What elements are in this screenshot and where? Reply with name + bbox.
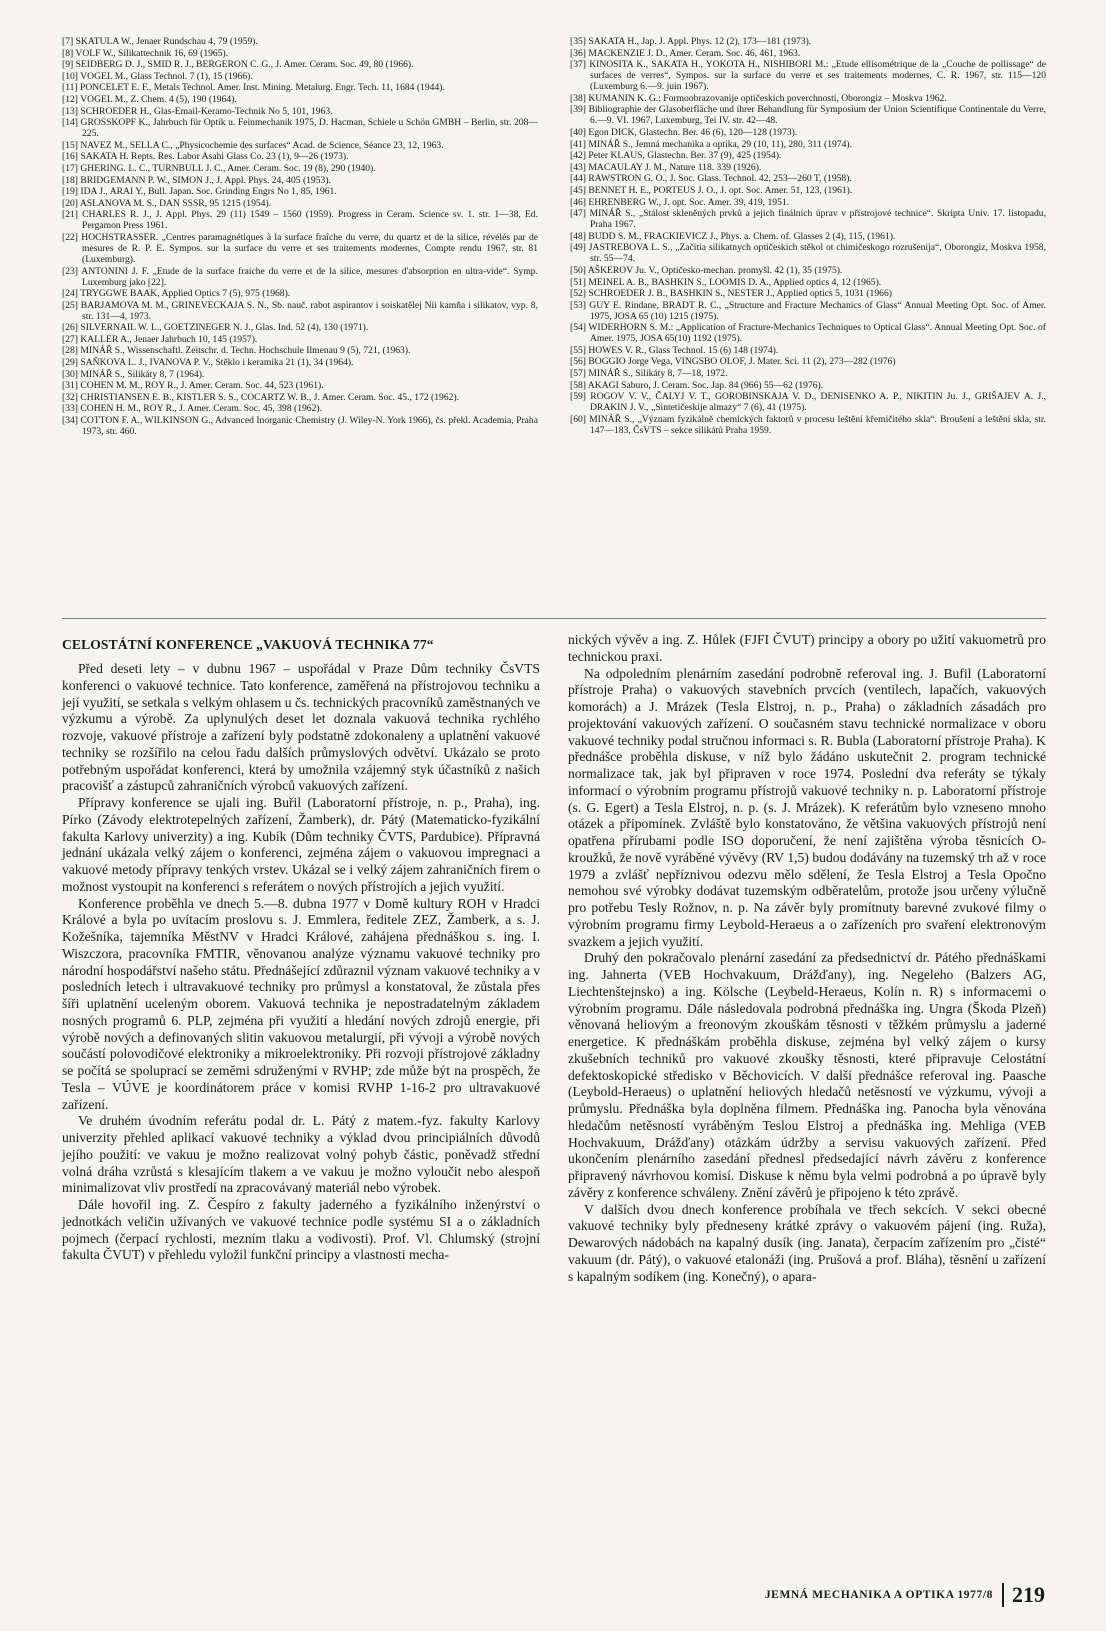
reference-item: [49] JASTREBOVA L. S., „Začitia silikatnych optičeskich stěkol ot chimičeskogo rozrušenija“, Oborongiz, Moskva 1958, str. 55—74. bbox=[570, 242, 1046, 265]
reference-item: [57] MINÁŘ S., Silikáty 8, 7—18, 1972. bbox=[570, 368, 728, 380]
reference-item: [12] VOGEL M., Z. Chem. 4 (5), 190 (1964). bbox=[62, 93, 237, 105]
article-section bbox=[62, 632, 1046, 1285]
reference-item: [10] VOGEL M., Glass Technol. 7 (1), 15 (1966). bbox=[62, 70, 253, 82]
article-paragraph: Dále hovořil ing. Z. Čespíro z fakulty jaderného a fyzikálního inženýrství o jednotkách veličin užívaných ve vakuové technice podle systému SI a o základních pojmech (čerpací rychlosti, mezním tlaku a vodivosti). Prof. Vl. Chlumský (strojní fakulta ČVUT) v přehledu vyložil funkční principy a vlastnosti mecha- bbox=[62, 1197, 540, 1263]
reference-item: [50] AŠKEROV Ju. V., Optičesko-mechan. promyšl. 42 (1), 35 (1975). bbox=[570, 264, 843, 276]
reference-item: [30] MINÁŘ S., Silikáty 8, 7 (1964). bbox=[62, 368, 205, 380]
references-section bbox=[62, 36, 1046, 438]
reference-item: [24] TRYGGWE BAAK, Applied Optics 7 (5), 975 (1968). bbox=[62, 288, 291, 300]
article-left-column bbox=[62, 636, 540, 1285]
reference-item: [47] MINÁŘ S., „Stálost skleněných prvků a jejich finálních úprav v přístrojové technice“. Skripta Univ. 17. listopadu, Praha 1967. bbox=[570, 208, 1046, 231]
reference-item: [23] ANTONINI J. F. „Etude de la surface fraiche du verre et de la silice, mesures d'absorption en ultra-vide“. Symp. Luxemburg jako [22]. bbox=[62, 265, 538, 288]
article-paragraph: Druhý den pokračovalo plenární zasedání za předsednictví dr. Pátého přednáškami ing. Jahnerta (VEB Hochvakuum, Drážďany), ing. Negeleho (Balzers AG, Liechtenštejnsko) a ing. Kölsche (Leybeld-Heraeus, Kolín n. R) s informacemi o výrobním programu. Dále následovala podrobná přednáška ing. Ungra (Škoda Plzeň) věnovaná heliovým a freonovým zkouškám těsnosti v těžkém průmyslu a jaderné energetice. K přednáškám proběhla diskuse, zejména byl velký zájem o kursy zkušebních techniků pro vakuové zkoušky těsnosti, které připravuje Celostátní defektoskopické středisko v Běchovicích. V další přednášce referoval ing. Paasche (Leybold-Heraeus) o uplatnění heliových hledačů netěsností ve výzkumu, vývoji a průmyslu. Přednáška byla doplněna filmem. Přednáška ing. Panocha byla věnována hledačům netěsností vyráběným Teslou Elstroj a přednáška ing. Mehliga (VEB Hochvakuum, Drážďany) otázkám údržby a servisu vakuových zařízení. Před ukončením plenárního zasedání přednesl předsedající návrh závěru z konference připravený návrhovou komisí. Diskuse k němu byla velmi podrobná a po úpravě byly závěry z konference schváleny. Znění závěrů je připojeno k této zprávě. bbox=[568, 950, 1046, 1200]
reference-item: [35] SAKATA H., Jap. J. Appl. Phys. 12 (2), 173—181 (1973). bbox=[570, 36, 812, 47]
reference-item: [32] CHRISTIANSEN E. B., KISTLER S. S., COCARTZ W. B., J. Amer. Ceram. Soc. 45., 172 (1962). bbox=[62, 391, 460, 403]
reference-item: [53] GUY E. Rindane, BRADT R. C., „Structure and Fracture Mechanics of Glass“ Annual Meeting Opt. Soc. of Amer. 1975, JOSA 65 (10) 1215 (1975). bbox=[570, 299, 1046, 322]
reference-item: [38] KUMANIN K. G.: Formoobrazovanije optičeskich poverchností, Oborongiz – Moskva 1962. bbox=[570, 92, 947, 104]
reference-item: [26] SILVERNAIL W. L., GOETZINEGER N. J., Glas. Ind. 52 (4), 130 (1971). bbox=[62, 322, 369, 334]
reference-item: [43] MACAULAY J. M., Nature 118. 339 (1926). bbox=[570, 161, 762, 173]
page-footer bbox=[745, 1583, 1045, 1607]
reference-item: [45] BENNET H. E., PORTEUS J. O., J. opt. Soc. Amer. 51, 123, (1961). bbox=[570, 184, 853, 196]
reference-item: [56] BOGGIO Jorge Vega, VINGSBO OLOF, J. Mater. Sci. 11 (2), 273—282 (1976) bbox=[570, 356, 896, 368]
reference-item: [16] SAKATA H. Repts. Res. Labor Asahi Glass Co. 23 (1), 9—26 (1973). bbox=[62, 151, 349, 163]
reference-item: [18] BRIDGEMANN P. W., SIMON J., J. Appl. Phys. 24, 405 (1953). bbox=[62, 174, 331, 186]
article-paragraph: V dalších dvou dnech konference probíhala ve třech sekcích. V sekci obecné vakuové techniky byly předneseny krátké zprávy o vakuovém pájení (ing. Ruža), Dewarových nádobách na kapalný dusík (ing. Janata), čerpacím zařízením pro „čisté“ vakuum (dr. Pátý), o vakuové etalonáži (ing. Prušová a prof. Bláha), těsnění u zařízení s kapalným sodíkem (ing. Konečný), o apara- bbox=[568, 1201, 1046, 1284]
reference-item: [19] IDA J., ARAI Y., Bull. Japan. Soc. Grinding Engrs No 1, 85, 1961. bbox=[62, 186, 337, 198]
reference-item: [51] MEINEL A. B., BASHKIN S., LOOMIS D. A., Applied optics 4, 12 (1965). bbox=[570, 276, 882, 288]
article-paragraph: Přípravy konference se ujali ing. Buřil (Laboratorní přístroje, n. p., Praha), ing. Pírko (Závody elektrotepelných zařízení, Žamberk), dr. Pátý (Matematicko-fyzikální fakulta Karlovy univerzity) a ing. Kubík (Dům techniky ČVTS, Pardubice). Přípravná jednání ukázala velký zájem o konferenci, zejména zájem o vakuovou impregnaci a vakuové metody přípravy tenkých vrstev. Ukázal se i velký zájem zahraničních firem o možnost vystoupit na konferenci s referátem o nových přístrojích a jejich využití. bbox=[62, 795, 540, 894]
reference-item: [14] GROSSKOPF K., Jahrbuch für Optik u. Feinmechanik 1975, D. Hacman, Schiele u Schön GMBH – Berlin, str. 208—225. bbox=[62, 117, 538, 140]
reference-item: [59] ROGOV V. V., ČALYJ V. T., GOROBINSKAJA V. D., DENISENKO A. P., NIKITIN Ju. J., GRIŠAJEV A. J., DRAKIN J. V., „Sintetičeskije almazy“ 7 (6), 41 (1975). bbox=[570, 391, 1046, 414]
reference-item: [27] KALLER A., Jenaer Jahrbuch 10, 145 (1957). bbox=[62, 333, 258, 345]
reference-item: [28] MINÁŘ S., Wissenschaftl. Zeitschr. d. Techn. Hochschule Ilmenau 9 (5), 721, (1963). bbox=[62, 345, 411, 357]
reference-item: [22] HOCHSTRASSER. „Centres paramagnétiques à la surface fraîche du verre, du quartz et de la silice, révélés par de mesures de R. P. E. Sympos. sur la surface du verre et ses traitements modernes, Compte rendu 1967, str. 81 (Luxemburg). bbox=[62, 231, 538, 265]
reference-item: [44] RAWSTRON G. O., J. Soc. Glass. Technol. 42, 253—260 T, (1958). bbox=[570, 173, 852, 185]
reference-item: [52] SCHROEDER J. B., BASHKIN S., NESTER J., Applied optics 5, 1031 (1966) bbox=[570, 288, 892, 300]
reference-item: [9] SEIDBERG D. J., SMID R. J., BERGERON C. G., J. Amer. Ceram. Soc. 49, 80 (1966). bbox=[62, 59, 414, 71]
article-paragraph: Ve druhém úvodním referátu podal dr. L. Pátý z matem.-fyz. fakulty Karlovy univerzity přehled aplikací vakuové techniky a výklad dvou principiálních důvodů jejího použití: ve vakuu je možno realizovat volný pohyb částic, poněvadž střední volná dráha vzrůstá s klesajícím tlakem a ve vakuu je možno vyloučit nebo alespoň minimalizovat vliv prostředí na zpracovávaný materiál nebo výrobek. bbox=[62, 1113, 540, 1196]
reference-item: [21] CHARLES R. J., J. Appl. Phys. 29 (11) 1549 – 1560 (1959). Progress in Ceram. Science sv. 1. str. 1—38, Ed. Pergamon Press 1961. bbox=[62, 209, 538, 232]
reference-item: [34] COTTON F. A., WILKINSON G., Advanced Inorganic Chemistry (J. Wiley-N. York 1966), čs. překl. Academia, Praha 1973, str. 460. bbox=[62, 415, 538, 438]
article-paragraph: Na odpoledním plenárním zasedání podrobně referoval ing. J. Bufil (Laboratorní přístroje Praha) o vakuových stavebních prvcích (ventilech, lapačích, vakuových komorách) a J. Mrázek (Tesla Elstroj, n. p., Praha) o základních zásadách pro projektování vakuových zařízení. O současném stavu technické normalizace v oboru vakuové techniky podal stručnou informaci s. R. Bubla (Laboratorní přístroje Praha). K přednášce proběhla diskuse, v níž bylo žádáno uskutečnit 2. program technické normalizace tak, jak byl připraven v roce 1974. Poslední dva referáty se týkaly informací o výrobním programu přístrojů vakuové techniky n. p. Laboratorní přístroje (s. G. Egert) a Tesla Elstroj, n. p. (s. J. Mrázek). K referátům bylo vzneseno mnoho otázek a připomínek. Zvláště bylo konstatováno, že většina vakuových přístrojů není opatřena přírubami podle ISO doporučení, že není zajištěna výroba těsnicích O-kroužků, že nově vyráběné vývěvy (RV 1,5) budou dodávány na tuzemský trh až v roce 1979 a zvlášť nepříznivou odezvu mělo sdělení, že Tesla Elstroj a Tesla Opočno nemohou své výrobky dodávat tuzemským odběratelům, protože jsou určeny výlučně pro potřebu Tesly Rožnov, n. p. Na závěr byly promítnuty barevné zvukové filmy o výrobním programu firmy Leybold-Heraeus a o zařízeních pro svaření elektronovým svazkem a jejich využití. bbox=[568, 665, 1046, 949]
article-paragraph: Před deseti lety – v dubnu 1967 – uspořádal v Praze Dům techniky ČsVTS konferenci o vakuové technice. Tato konference, zaměřená na přístrojovou techniku a její využití, se setkala s velkým ohlasem u čs. technických pracovníků zaměstnaných ve výzkumu a výrobě. Za uplynulých deset let doznala vakuová technika rychlého rozvoje, vakuové přístroje a zařízení byly podstatně zdokonaleny a uplatnění vakuové techniky se rozšířilo na celou řadu dalších průmyslových odvětví. Ukázalo se proto potřebným uspořádat konferenci, která by umožnila vzájemný styk účastníků z našich pracovišť a zástupců zahraničních výrobců vakuových zařízení. bbox=[62, 661, 540, 794]
reference-item: [37] KINOSITA K., SAKATA H., YOKOTA H., NISHIBORI M.: „Etude ellisométrique de la „Couche de pollissage“ de surfaces de verres“, Sympos. sur la surface du verre et ses traitements modernes, C. R. 1967, str. 115—120 (Luxemburg 6.—9. juin 1967). bbox=[570, 59, 1046, 93]
references-left-column bbox=[62, 36, 538, 438]
reference-item: [20] ASLANOVA M. S., DAN SSSR, 95 1215 (1954). bbox=[62, 197, 272, 209]
reference-item: [17] GHERING. L. C., TURNBULL J. C., Amer. Ceram. Soc. 19 (8), 290 (1940). bbox=[62, 162, 376, 174]
reference-item: [29] SAŇKOVA L. J., IVANOVA P. V., Stěklo i keramika 21 (1), 34 (1964). bbox=[62, 357, 354, 369]
page-number: 219 bbox=[1002, 1583, 1045, 1607]
section-divider bbox=[62, 618, 1046, 619]
reference-item: [33] COHEN H. M., ROY R., J. Amer. Ceram. Soc. 45, 398 (1962). bbox=[62, 403, 322, 415]
reference-item: [31] COHEN M. M., ROY R., J. Amer. Ceram. Soc. 44, 523 (1961). bbox=[62, 380, 324, 392]
article-paragraph: nických vývěv a ing. Z. Hůlek (FJFI ČVUT) principy a obory po užití vakuometrů pro technickou praxi. bbox=[568, 632, 1046, 664]
reference-item: [8] VOLF W., Silikattechnik 16, 69 (1965). bbox=[62, 47, 229, 59]
reference-item: [39] Bibliographie der Glasoberfläche und ihrer Behandlung für Symposium der Union Scientifique Continentale du Verre, 6.—9. VI. 1967, Luxemburg, Tei IV. str. 42—48. bbox=[570, 104, 1046, 127]
reference-item: [58] AKAGI Saburo, J. Ceram. Soc. Jap. 84 (966) 55—62 (1976). bbox=[570, 379, 824, 391]
reference-item: [54] WIDERHORN S. M.: „Application of Fracture-Mechanics Techniques to Optical Glass“. Annual Meeting Opt. Soc. of Amer. 1975, JOSA 65(10) 1192 (1975). bbox=[570, 322, 1046, 345]
reference-item: [25] BARJAMOVA M. M., GRINEVECKAJA S. N., Sb. nauč. rabot aspirantov i soiskatělej Nii kamňa i silikatov, vyp. 8, str. 131—4, 1973. bbox=[62, 299, 538, 322]
reference-item: [46] EHRENBERG W., J. opt. Soc. Amer. 39, 419, 1951. bbox=[570, 196, 790, 208]
article-title: CELOSTÁTNÍ KONFERENCE „VAKUOVÁ TECHNIKA 77“ bbox=[62, 637, 434, 652]
references-right-column bbox=[570, 36, 1046, 438]
reference-item: [36] MACKENZIE J. D., Amer. Ceram. Soc. 46, 461, 1963. bbox=[570, 47, 801, 59]
reference-item: [42] Peter KLAUS, Glastechn. Ber. 37 (9), 425 (1954). bbox=[570, 150, 782, 162]
reference-item: [40] Egon DICK, Glastechn. Ber. 46 (6), 120—128 (1973). bbox=[570, 126, 798, 138]
journal-name: JEMNÁ MECHANIKA A OPTIKA 1977/8 bbox=[764, 1589, 993, 1601]
reference-item: [7] SKATULA W., Jenaer Rundschau 4, 79 (1959). bbox=[62, 36, 258, 47]
reference-item: [15] NAVEZ M., SELLA C., „Physicochemie des surfaces“ Acad. de Science, Séance 23, 12, 1963. bbox=[62, 139, 444, 151]
reference-item: [41] MINÁŘ S., Jemná mechanika a optika, 29 (10, 11), 280, 311 (1974). bbox=[570, 138, 852, 150]
article-right-column bbox=[568, 632, 1046, 1285]
reference-item: [60] MINÁŘ S., „Význam fyzikálně chemických faktorů v procesu leštění křemičitého skla“. Broušení a leštění skla, str. 147—183, ČsVTS – sekce silikátů Praha 1959. bbox=[570, 413, 1046, 436]
article-paragraph: Konference proběhla ve dnech 5.—8. dubna 1977 v Domě kultury ROH v Hradci Králové a byla po uvítacím proslovu s. J. Emmlera, ředitele ZEZ, Žamberk, a s. J. Kožešníka, tajemníka MěstNV v Hradci Králové, zahájena přednáškou s. ing. I. Wiszczora, pracovníka FMTIR, věnovanou analýze významu vakuové techniky pro národní hospodářství našeho státu. Přednášející zdůraznil význam vakuové techniky a v posledních letech i ultravakuové techniky pro průmysl a konstatoval, že zůstala přes šíři uplatnění uceleným oborem. Vakuová technika je nepostradatelným základem nosných programů 6. PLP, zejména při využití a hledání nových zdrojů energie, při výrobě nových a definovaných slitin vakuovou metalurgií, při vývoji a výrobě nových součástí polovodičové elektroniky a mikroelektroniky. Při rozvoji přístrojové základny se počítá se spoluprací se zeměmi sdruženými v RVHP; zde může být na prospěch, že Tesla – VÚVE je koordinátorem práce v komisi RVHP 1-16-2 pro ultravakuové zařízení. bbox=[62, 895, 540, 1112]
reference-item: [55] HOWES V. R., Glass Technol. 15 (6) 148 (1974). bbox=[570, 344, 779, 356]
reference-item: [13] SCHROEDER H., Glas-Email-Keramo-Technik No 5, 101, 1963. bbox=[62, 105, 333, 117]
reference-item: [11] PONCELET E. F., Metals Technol. Amer. Inst. Mining. Metalurg. Engr. Tech. 11, 1684 (1944). bbox=[62, 82, 445, 94]
reference-item: [48] BUDD S. M., FRACKIEVICZ J., Phys. a. Chem. of. Glasses 2 (4), 115, (1961). bbox=[570, 230, 896, 242]
